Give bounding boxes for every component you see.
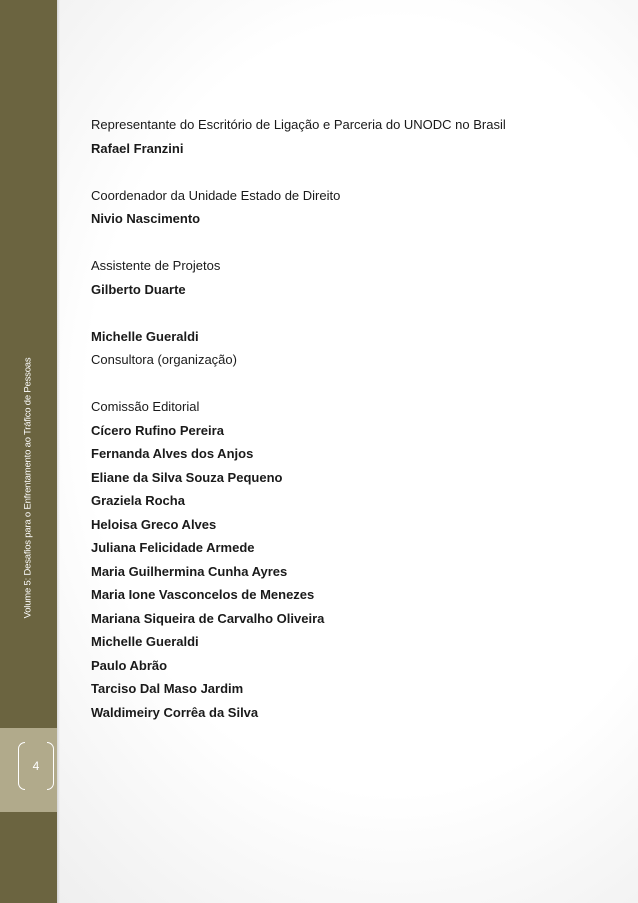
page-number: 4 [32, 759, 40, 773]
committee-member: Mariana Siqueira de Carvalho Oliveira [91, 610, 325, 626]
committee-member: Maria Ione Vasconcelos de Menezes [91, 587, 315, 602]
committee-member: Graziela Rocha [91, 493, 185, 508]
consultant-name: Michelle Gueraldi [91, 328, 199, 344]
committee-member: Michelle Gueraldi [91, 634, 199, 649]
committee-member: Waldimeiry Corrêa da Silva [91, 704, 259, 720]
assistant-name: Gilberto Duarte [91, 281, 186, 297]
credits-section [91, 113, 611, 724]
committee-member: Heloisa Greco Alves [91, 516, 217, 532]
spacer [91, 372, 611, 396]
committee-member: Maria Guilhermina Cunha Ayres [91, 563, 288, 579]
coordinator-name: Nivio Nascimento [91, 211, 201, 226]
committee-member: Juliana Felicidade Armede [91, 540, 255, 555]
sidebar-shadow [57, 0, 60, 903]
consultant-role: Consultora (organização) [91, 352, 237, 367]
committee-member: Paulo Abrão [91, 657, 168, 673]
spacer [91, 231, 611, 255]
committee-member: Fernanda Alves dos Anjos [91, 446, 254, 461]
coordinator-role: Coordenador da Unidade Estado de Direito [91, 187, 341, 203]
committee-member: Tarciso Dal Maso Jardim [91, 681, 244, 696]
spacer [91, 160, 611, 184]
assistant-role: Assistente de Projetos [91, 258, 221, 273]
committee-title: Comissão Editorial [91, 399, 200, 414]
committee-list [91, 419, 611, 725]
volume-title-text: Volume 5: Desafios para o Enfrentamento ao Tráfico de Pessoas [22, 357, 34, 619]
spacer [91, 301, 611, 325]
unodc-name: Rafael Franzini [91, 140, 184, 156]
unodc-role: Representante do Escritório de Ligação e Parceria do UNODC no Brasil [91, 117, 506, 132]
page-number-box [18, 742, 54, 790]
committee-member: Eliane da Silva Souza Pequeno [91, 469, 283, 485]
committee-member: Cícero Rufino Pereira [91, 422, 224, 438]
